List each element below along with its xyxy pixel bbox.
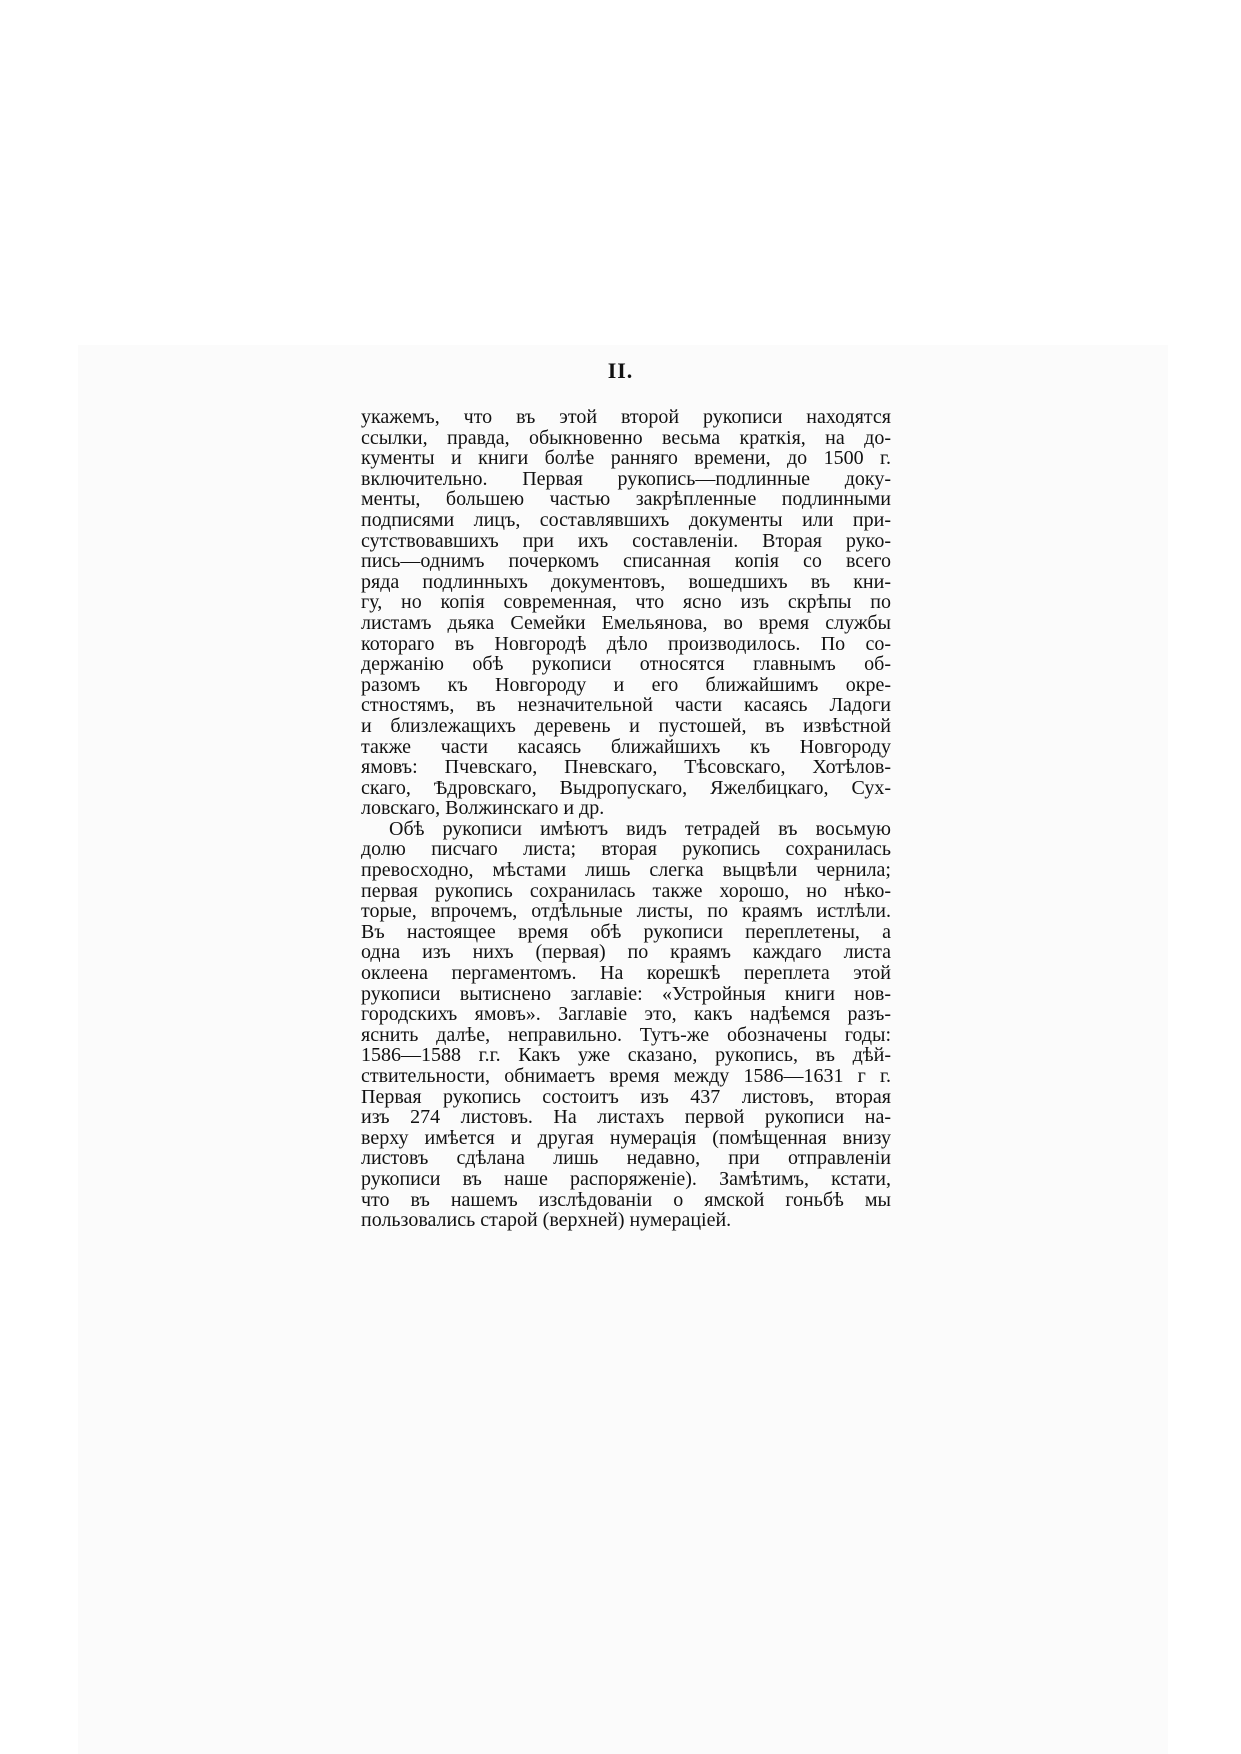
page-number: II. (607, 358, 634, 383)
paragraph-1 (361, 407, 891, 819)
text-line: ряда подлинныхъ документовъ, вошедшихъ въ кни- (361, 570, 891, 593)
text-line: котораго въ Новгородѣ дѣло производилось. По со- (361, 632, 891, 655)
text-line: пись—однимъ почеркомъ списанная копія со всего (361, 550, 891, 573)
text-line: подписями лицъ, составлявшихъ документы или при- (361, 508, 891, 531)
text-line: одна изъ нихъ (первая) по краямъ каждаго листа (361, 941, 891, 964)
text-line: кументы и книги болѣе ранняго времени, до 1500 г. (361, 447, 891, 470)
text-line: что въ нашемъ изслѣдованіи о ямской гоньбѣ мы (361, 1188, 891, 1211)
text-line: также части касаясь ближайшихъ къ Новгороду (361, 735, 891, 758)
text-line: долю писчаго листа; вторая рукопись сохранилась (361, 838, 891, 861)
text-line: превосходно, мѣстами лишь слегка выцвѣли чернила; (361, 859, 891, 882)
text-line: и близлежащихъ деревень и пустошей, въ извѣстной (361, 714, 891, 737)
text-line: листамъ дьяка Семейки Емельянова, во время службы (361, 611, 891, 634)
text-line: Первая рукопись состоитъ изъ 437 листовъ, вторая (361, 1085, 891, 1108)
text-line: 1586—1588 г.г. Какъ уже сказано, рукопись, въ дѣй- (361, 1044, 891, 1067)
text-line: гу, но копія современная, что ясно изъ скрѣпы по (361, 591, 891, 614)
text-line: пользовались старой (верхней) нумераціей. (361, 1209, 732, 1232)
text-line: городскихъ ямовъ». Заглавіе это, какъ надѣемся разъ- (361, 1003, 891, 1026)
text-line: рукописи въ наше распоряженіе). Замѣтимъ, кстати, (361, 1167, 891, 1190)
body-text (361, 407, 891, 1231)
text-line: первая рукопись сохранилась также хорошо, но нѣко- (361, 879, 891, 902)
text-line: листовъ сдѣлана лишь недавно, при отправленіи (361, 1147, 891, 1170)
text-line: яснить далѣе, неправильно. Тутъ-же обозначены годы: (361, 1023, 891, 1046)
text-line: ямовъ: Пчевскаго, Пневскаго, Тѣсовскаго, Хотѣлов- (361, 756, 891, 779)
text-line: скаго, Ѣдровскаго, Выдропускаго, Яжелбицкаго, Сух- (361, 776, 891, 799)
text-line: стностямъ, въ незначительной части касаясь Ладоги (361, 694, 891, 717)
text-line: рукописи вытиснено заглавіе: «Устройныя книги нов- (361, 982, 891, 1005)
text-line: торые, впрочемъ, отдѣльные листы, по краямъ истлѣли. (361, 900, 891, 923)
text-line: Въ настоящее время обѣ рукописи переплетены, а (361, 920, 891, 943)
text-line: сутствовавшихъ при ихъ составленіи. Вторая руко- (361, 529, 891, 552)
text-line: включительно. Первая рукопись—подлинные доку- (361, 467, 891, 490)
text-line: Обѣ рукописи имѣютъ видъ тетрадей въ восьмую (389, 817, 891, 840)
text-line: ловскаго, Волжинскаго и др. (361, 797, 605, 820)
text-line: верху имѣется и другая нумерація (помѣщенная внизу (361, 1126, 891, 1149)
text-line: оклеена пергаментомъ. На корешкѣ переплета этой (361, 962, 891, 985)
text-line: укажемъ, что въ этой второй рукописи находятся (361, 406, 891, 428)
text-line: разомъ къ Новгороду и его ближайшимъ окре- (361, 673, 891, 696)
text-line: менты, большею частью закрѣпленные подлинными (361, 488, 891, 511)
text-line: держанію обѣ рукописи относятся главнымъ об- (361, 653, 891, 676)
paragraph-2 (361, 819, 891, 1231)
text-line: ствительности, обнимаетъ время между 1586—1631 г г. (361, 1065, 891, 1087)
text-line: изъ 274 листовъ. На листахъ первой рукописи на- (361, 1106, 891, 1129)
text-line: ссылки, правда, обыкновенно весьма краткія, на до- (361, 426, 891, 449)
